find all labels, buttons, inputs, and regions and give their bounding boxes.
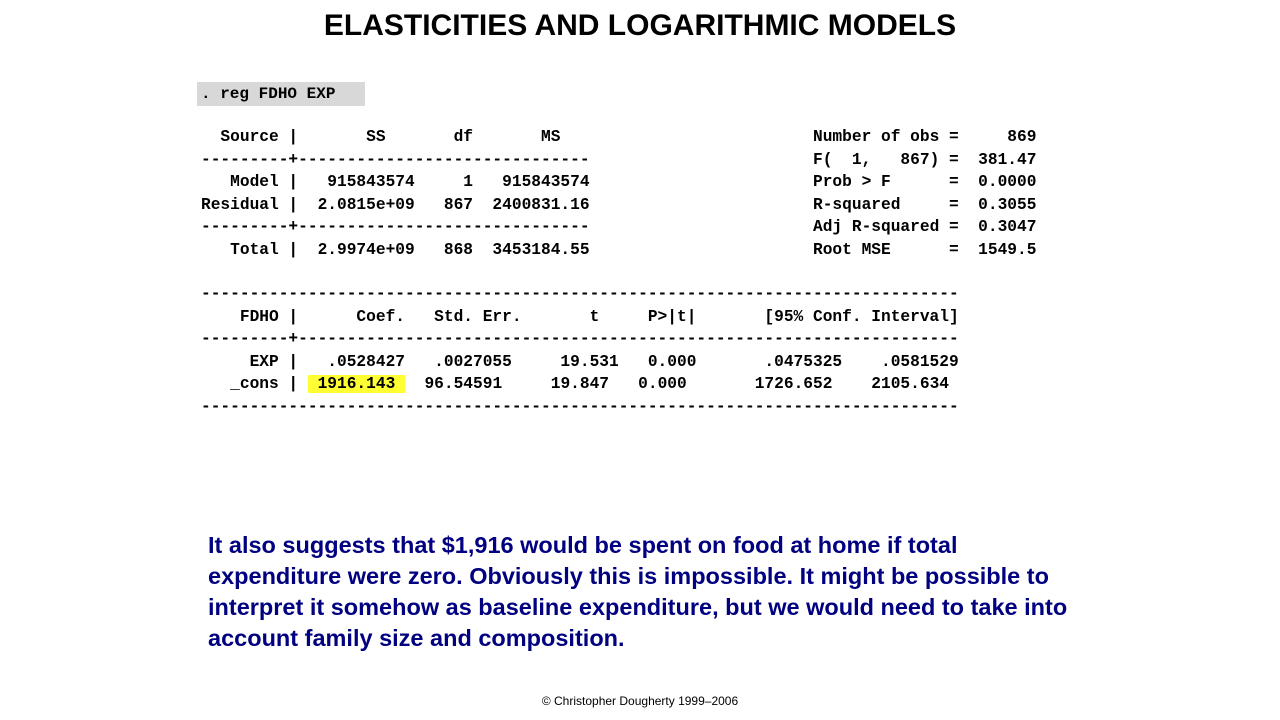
slide-title: ELASTICITIES AND LOGARITHMIC MODELS xyxy=(323,9,957,42)
coefficient-table xyxy=(201,283,959,418)
anova-table xyxy=(201,126,590,261)
fit-stat-line: Prob > F = 0.0000 xyxy=(813,173,1037,191)
cons-values: 96.54591 19.847 0.000 1726.652 2105.634 xyxy=(405,375,950,393)
anova-line: Model | 915843574 1 915843574 xyxy=(201,173,590,191)
anova-line: Residual | 2.0815e+09 867 2400831.16 xyxy=(201,195,590,214)
explanation-text: It also suggests that $1,916 would be spent on food at home if total expenditure were zero. Obviously this is impossible. It might be possible to interpret it somehow as baseline expenditure, but we would need to take into account family size and composition. xyxy=(208,532,1068,651)
stata-command: . reg FDHO EXP xyxy=(197,82,365,106)
fit-stat-line: R-squared = 0.3055 xyxy=(813,195,1037,214)
highlighted-intercept: 1916.143 xyxy=(307,375,406,393)
fit-stat-line: Adj R-squared = 0.3047 xyxy=(813,218,1037,236)
anova-line: ---------+------------------------------ xyxy=(201,150,590,169)
copyright-notice: © Christopher Dougherty 1999–2006 xyxy=(541,694,739,708)
fit-stat-line: Number of obs = 869 xyxy=(813,128,1037,146)
table-row-exp: EXP | .0528427 .0027055 19.531 0.000 .0475325 .0581529 xyxy=(201,352,959,371)
table-header: FDHO | Coef. Std. Err. t P>|t| [95% Conf. Interval] xyxy=(201,307,959,326)
table-rule: ------------------------------------------------------------------------------ xyxy=(201,397,959,416)
table-rule: ------------------------------------------------------------------------------ xyxy=(201,285,959,303)
fit-statistics xyxy=(813,126,1036,261)
table-divider: ---------+-------------------------------------------------------------------- xyxy=(201,330,959,348)
anova-line: Total | 2.9974e+09 868 3453184.55 xyxy=(201,240,590,259)
anova-line: ---------+------------------------------ xyxy=(201,218,590,236)
anova-line: Source | SS df MS xyxy=(201,128,561,146)
table-row-cons xyxy=(201,373,959,396)
cons-label: _cons | xyxy=(201,375,308,393)
fit-stat-line: F( 1, 867) = 381.47 xyxy=(813,150,1037,169)
fit-stat-line: Root MSE = 1549.5 xyxy=(813,240,1037,259)
